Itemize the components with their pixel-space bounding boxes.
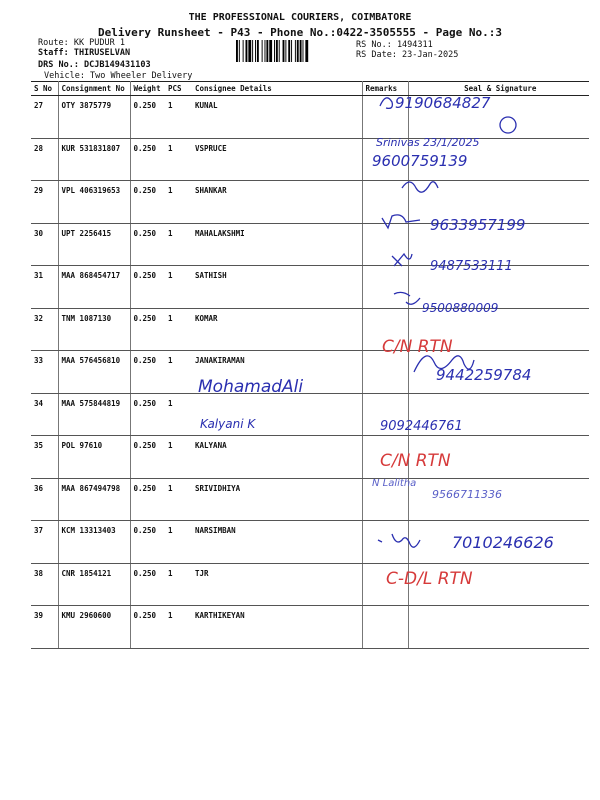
row-seal [408, 138, 589, 181]
table-row [31, 138, 589, 181]
row-weight: 0.250 [130, 96, 165, 139]
row-consignee [192, 393, 362, 436]
col-header-seal: Seal & Signature [408, 82, 589, 96]
row-sno: 36 [31, 478, 58, 521]
table-row [31, 436, 589, 479]
row-weight: 0.250 [130, 223, 165, 266]
row-weight: 0.250 [130, 266, 165, 309]
row-sno: 29 [31, 181, 58, 224]
row-sno: 32 [31, 308, 58, 351]
row-pcs: 1 [165, 138, 192, 181]
row-consignee: KUNAL [192, 96, 362, 139]
barcode-bar [285, 40, 286, 62]
handwritten-return-note: C/N RTN [380, 451, 451, 471]
col-header-remarks: Remarks [362, 82, 408, 96]
row-consignment-no: MAA 868454717 [58, 266, 130, 309]
row-remarks [362, 181, 408, 224]
row-sno: 28 [31, 138, 58, 181]
handwritten-phone: 9600759139 [372, 152, 468, 170]
table-row [31, 308, 589, 351]
runsheet-title: Delivery Runsheet - P43 - Phone No.:0422-3505555 - Page No.:3 [98, 26, 502, 39]
row-consignment-no: KUR 531831807 [58, 138, 130, 181]
row-weight: 0.250 [130, 521, 165, 564]
barcode-bar [262, 40, 263, 62]
row-sno: 30 [31, 223, 58, 266]
row-sno: 34 [31, 393, 58, 436]
row-remarks [362, 606, 408, 649]
row-seal [408, 308, 589, 351]
col-header-pcs: PCS [165, 82, 192, 96]
row-consignee: KOMAR [192, 308, 362, 351]
row-seal [408, 351, 589, 394]
barcode-bar [283, 40, 285, 62]
row-pcs: 1 [165, 563, 192, 606]
barcode-bar [279, 40, 280, 62]
handwritten-name: N Lalitha [372, 478, 417, 489]
row-remarks [362, 308, 408, 351]
row-pcs: 1 [165, 266, 192, 309]
row-weight: 0.250 [130, 138, 165, 181]
row-consignee: JANAKIRAMAN [192, 351, 362, 394]
row-remarks [362, 563, 408, 606]
row-pcs: 1 [165, 606, 192, 649]
barcode-bar [266, 40, 268, 62]
row-consignment-no: CNR 1854121 [58, 563, 130, 606]
row-weight: 0.250 [130, 393, 165, 436]
barcode-bar [274, 40, 275, 62]
col-header-consignment: Consignment No [58, 82, 130, 96]
row-consignee: SATHISH [192, 266, 362, 309]
rs-number: RS No.: 1494311 [356, 40, 433, 50]
table-row [31, 181, 589, 224]
row-weight: 0.250 [130, 478, 165, 521]
row-consignee: VSPRUCE [192, 138, 362, 181]
row-weight: 0.250 [130, 351, 165, 394]
table-row [31, 96, 589, 139]
route-label: Route: KK PUDUR 1 [38, 38, 125, 48]
row-remarks [362, 223, 408, 266]
barcode-bar [295, 40, 296, 62]
row-seal [408, 436, 589, 479]
barcode-bar [288, 40, 290, 62]
row-consignee: SHANKAR [192, 181, 362, 224]
handwritten-signature: Srinivas 23/1/2025 [376, 136, 480, 149]
staff-label: Staff: THIRUSELVAN [38, 48, 131, 58]
barcode-bar [303, 40, 304, 62]
table-row [31, 478, 589, 521]
row-pcs: 1 [165, 223, 192, 266]
row-sno: 37 [31, 521, 58, 564]
row-pcs: 1 [165, 96, 192, 139]
barcode-bar [246, 40, 248, 62]
row-seal [408, 266, 589, 309]
row-consignment-no: KCM 13313403 [58, 521, 130, 564]
row-sno: 33 [31, 351, 58, 394]
row-consignment-no: MAA 576456810 [58, 351, 130, 394]
col-header-consignee: Consignee Details [192, 82, 362, 96]
handwritten-name: Kalyani K [200, 417, 256, 431]
row-remarks [362, 266, 408, 309]
row-consignee: MAHALAKSHMI [192, 223, 362, 266]
row-sno: 31 [31, 266, 58, 309]
row-weight: 0.250 [130, 181, 165, 224]
row-pcs: 1 [165, 521, 192, 564]
barcode-bar [305, 40, 308, 62]
row-remarks [362, 478, 408, 521]
row-consignment-no: OTY 3875779 [58, 96, 130, 139]
row-pcs: 1 [165, 181, 192, 224]
row-pcs: 1 [165, 436, 192, 479]
row-seal [408, 521, 589, 564]
handwritten-phone: 9633957199 [430, 216, 526, 234]
row-weight: 0.250 [130, 606, 165, 649]
row-remarks [362, 521, 408, 564]
row-remarks [362, 436, 408, 479]
col-header-weight: Weight [130, 82, 165, 96]
table-row [31, 521, 589, 564]
rs-date: RS Date: 23-Jan-2025 [356, 50, 459, 60]
handwritten-phone: 9487533111 [430, 259, 513, 274]
row-pcs: 1 [165, 308, 192, 351]
row-consignee: TJR [192, 563, 362, 606]
row-consignee: KALYANA [192, 436, 362, 479]
row-pcs: 1 [165, 351, 192, 394]
row-seal [408, 606, 589, 649]
table-row [31, 563, 589, 606]
table-row [31, 351, 589, 394]
table-row [31, 606, 589, 649]
row-consignment-no: MAA 867494798 [58, 478, 130, 521]
row-sno: 35 [31, 436, 58, 479]
row-consignment-no: MAA 575844819 [58, 393, 130, 436]
row-weight: 0.250 [130, 308, 165, 351]
barcode-bar [239, 40, 240, 62]
runsheet-table [31, 81, 589, 649]
row-seal [408, 563, 589, 606]
barcode-bar [269, 40, 272, 62]
handwritten-phone: 9500880009 [422, 301, 499, 315]
barcode-bar [257, 40, 259, 62]
row-sno: 39 [31, 606, 58, 649]
row-consignee: KARTHIKEYAN [192, 606, 362, 649]
barcode-bar [243, 40, 244, 62]
row-sno: 27 [31, 96, 58, 139]
row-seal [408, 96, 589, 139]
row-sno: 38 [31, 563, 58, 606]
handwritten-name: MohamadAli [198, 377, 304, 397]
company-name: THE PROFESSIONAL COURIERS, COIMBATORE [188, 12, 412, 23]
handwritten-phone: 9190684827 [395, 94, 491, 112]
barcode-bar [248, 40, 251, 62]
row-pcs: 1 [165, 393, 192, 436]
row-seal [408, 478, 589, 521]
table-header-row [31, 82, 589, 96]
row-seal [408, 393, 589, 436]
row-consignment-no: KMU 2960600 [58, 606, 130, 649]
barcode-bar [291, 40, 292, 62]
row-weight: 0.250 [130, 436, 165, 479]
row-consignment-no: POL 97610 [58, 436, 130, 479]
table-row [31, 266, 589, 309]
row-consignee: NARSIMBAN [192, 521, 362, 564]
barcode-image [236, 40, 336, 62]
row-pcs: 1 [165, 478, 192, 521]
barcode-bar [236, 40, 238, 62]
handwritten-phone: 9442259784 [436, 366, 532, 384]
vehicle-label: Vehicle: Two Wheeler Delivery [44, 71, 193, 81]
row-consignment-no: UPT 2256415 [58, 223, 130, 266]
col-header-sno: S No [31, 82, 58, 96]
row-seal [408, 181, 589, 224]
barcode-bar [255, 40, 256, 62]
row-remarks [362, 138, 408, 181]
row-remarks [362, 351, 408, 394]
handwritten-phone: 7010246626 [452, 533, 554, 552]
row-consignee: SRIVIDHIYA [192, 478, 362, 521]
table-row [31, 223, 589, 266]
row-consignment-no: TNM 1087130 [58, 308, 130, 351]
barcode-bar [265, 40, 266, 62]
barcode-bar [297, 40, 299, 62]
handwritten-phone: 9092446761 [380, 419, 463, 434]
drs-number: DRS No.: DCJB149431103 [38, 60, 151, 70]
barcode-bar [276, 40, 278, 62]
handwritten-return-note: C/N RTN [382, 337, 453, 357]
handwritten-phone: 9566711336 [432, 488, 502, 501]
row-remarks [362, 393, 408, 436]
barcode-bar [252, 40, 253, 62]
row-remarks [362, 96, 408, 139]
row-consignment-no: VPL 406319653 [58, 181, 130, 224]
barcode-bar [300, 40, 302, 62]
row-weight: 0.250 [130, 563, 165, 606]
row-seal [408, 223, 589, 266]
table-row [31, 393, 589, 436]
handwritten-return-note: C-D/L RTN [386, 569, 473, 589]
